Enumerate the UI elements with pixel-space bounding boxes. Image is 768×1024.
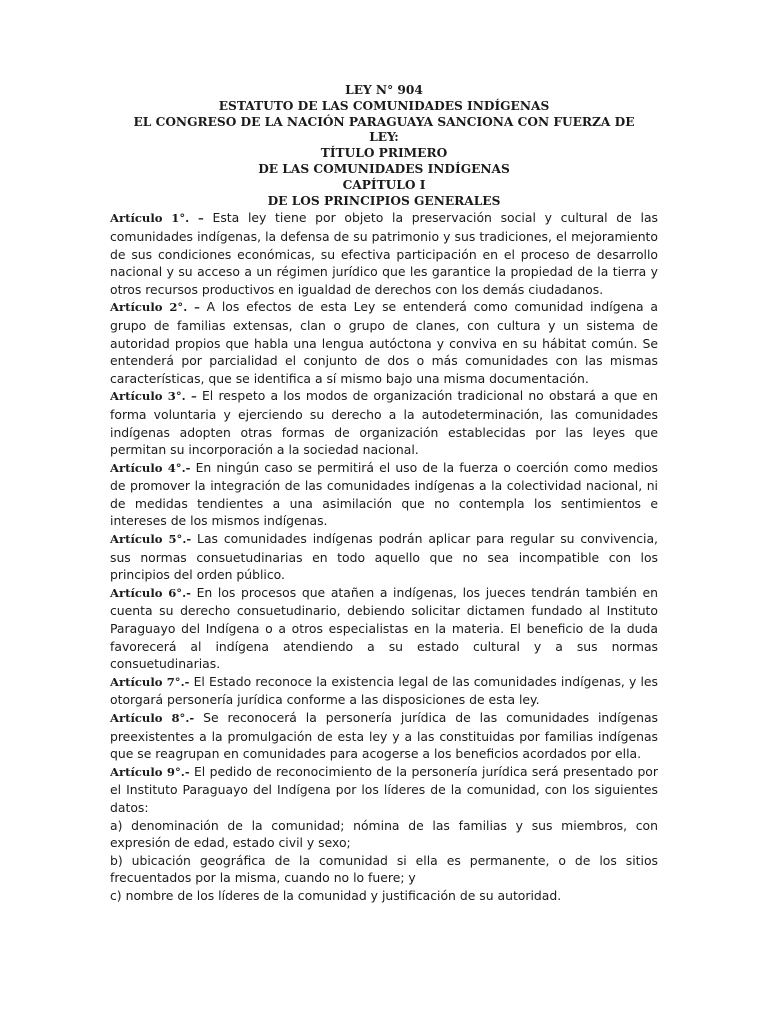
article-label: Artículo 8°.-	[110, 711, 195, 725]
article-7	[110, 673, 658, 709]
article-label: Artículo 3°. –	[110, 389, 197, 404]
article-text: Las comunidades indígenas podrán aplicar para regular su convivencia, sus normas consuetudinarias en todo aquello que no sea incompatible con los principios del orden público.	[110, 531, 658, 583]
article-text: Se reconocerá la personería jurídica de las comunidades indígenas preexistentes a la promulgación de esta ley y a las constituidas por familias indígenas que se reagrupan en comunidades para acogerse a los beneficios acordados por ella.	[110, 710, 658, 762]
article-label: Artículo 2°. –	[110, 300, 200, 315]
article-text: En los procesos que atañen a indígenas, los jueces tendrán también en cuenta su derecho consuetudinario, debiendo solicitar dictamen fundado al Instituto Paraguayo del Indígena o a otros especialistas en la materia. El beneficio de la duda favorecerá al indígena atendiendo a su estado cultural y a sus normas consuetudinarias.	[110, 584, 658, 672]
article-text: A los efectos de esta Ley se entenderá como comunidad indígena a grupo de familias extensas, clan o grupo de clanes, con cultura y un sistema de autoridad propios que habla una lengua autóctona y conviva en su hábitat común. Se entenderá por parcialidad el conjunto de dos o más comunidades con las mismas características, que se identifica a sí mismo bajo una misma documentación.	[110, 299, 658, 386]
list-item-c: c) nombre de los líderes de la comunidad y justificación de su autoridad.	[110, 887, 562, 903]
article-label: Artículo 1°. –	[110, 211, 204, 226]
article-label: Artículo 7°.-	[110, 674, 190, 689]
statute-title: ESTATUTO DE LAS COMUNIDADES INDÍGENAS	[218, 98, 550, 113]
title-subheading: DE LAS COMUNIDADES INDÍGENAS	[258, 161, 510, 176]
document-body	[110, 209, 658, 904]
chapter-heading: CAPÍTULO I	[342, 177, 426, 192]
article-label: Artículo 4°.-	[110, 460, 191, 475]
article-label: Artículo 9°.-	[110, 764, 190, 779]
article-text: El pedido de reconocimiento de la personería jurídica será presentado por el Instituto Paraguayo del Indígena por los líderes de la comunidad, con los siguientes datos:	[110, 763, 658, 815]
list-item-b: b) ubicación geográfica de la comunidad si ella es permanente, o de los sitios frecuentados por la misma, cuando no lo fuere; y	[110, 852, 658, 886]
article-text: Esta ley tiene por objeto la preservación social y cultural de las comunidades indígenas, la defensa de su patrimonio y sus tradiciones, el mejoramiento de sus condiciones económicas, su efectiva participación en el proceso de desarrollo nacional y su acceso a un régimen jurídico que les garantice la propiedad de la tierra y otros recursos productivos en igualdad de derechos con los demás ciudadanos.	[110, 210, 658, 297]
title-heading: TÍTULO PRIMERO	[320, 146, 448, 161]
list-item-a: a) denominación de la comunidad; nómina de las familias y sus miembros, con expresión de edad, estado civil y sexo;	[110, 817, 658, 851]
article-5	[110, 530, 658, 584]
congress-line-continued: LEY:	[369, 130, 399, 145]
article-6	[110, 584, 658, 673]
article-2	[110, 298, 658, 387]
article-8	[110, 709, 658, 763]
article-1	[110, 209, 658, 298]
congress-line: EL CONGRESO DE LA NACIÓN PARAGUAYA SANCIONA CON FUERZA DE	[133, 114, 635, 129]
article-text: En ningún caso se permitirá el uso de la fuerza o coerción como medios de promover la integración de las comunidades indígenas a la colectividad nacional, ni de medidas tendientes a una asimilación que no contempla los sentimientos e intereses de los mismos indígenas.	[110, 459, 658, 529]
article-label: Artículo 6°.-	[110, 585, 191, 600]
article-9	[110, 763, 658, 817]
article-label: Artículo 5°.-	[110, 532, 192, 547]
law-number: LEY N° 904	[345, 83, 423, 97]
article-text: El Estado reconoce la existencia legal de las comunidades indígenas, y les otorgará personería jurídica conforme a las disposiciones de esta ley.	[110, 673, 658, 708]
chapter-subheading: DE LOS PRINCIPIOS GENERALES	[267, 193, 501, 208]
document-heading	[110, 83, 658, 209]
article-4	[110, 459, 658, 530]
article-3	[110, 387, 658, 458]
article-text: El respeto a los modos de organización tradicional no obstará a que en forma voluntaria y ejerciendo su derecho a la autodeterminación, las comunidades indígenas adopten otras formas de organización establecidas por las leyes que permitan su incorporación a la sociedad nacional.	[110, 388, 658, 458]
